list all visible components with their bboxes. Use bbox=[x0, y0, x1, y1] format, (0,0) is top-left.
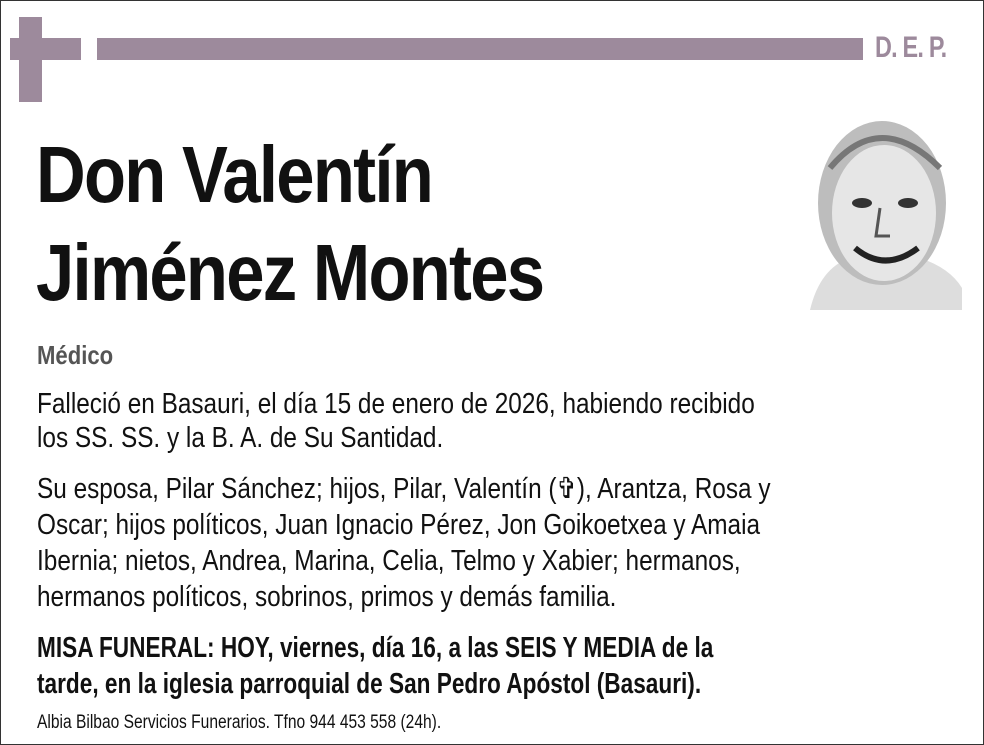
funeral-line: tarde, en la iglesia parroquial de San Pedro Apóstol (Basauri). bbox=[37, 668, 702, 700]
portrait-photo bbox=[800, 108, 962, 310]
cross-icon-arm bbox=[10, 38, 81, 60]
text-line: Oscar; hijos políticos, Juan Ignacio Pérez, Jon Goikoetxea y Amaia bbox=[37, 509, 761, 541]
profession: Médico bbox=[37, 340, 114, 370]
text-line: Falleció en Basauri, el día 15 de enero de 2026, habiendo recibido bbox=[37, 388, 755, 420]
header-bar bbox=[97, 38, 863, 60]
dep-label: D. E. P. bbox=[875, 31, 947, 64]
text-line: hermanos políticos, sobrinos, primos y demás familia. bbox=[37, 581, 617, 613]
text-line: Su esposa, Pilar Sánchez; hijos, Pilar, Valentín (✞), Arantza, Rosa y bbox=[37, 473, 771, 505]
funeral-home-footer: Albia Bilbao Servicios Funerarios. Tfno 944 453 558 (24h). bbox=[37, 712, 442, 733]
name-line-2: Jiménez Montes bbox=[36, 228, 544, 317]
funeral-line: MISA FUNERAL: HOY, viernes, día 16, a las SEIS Y MEDIA de la bbox=[37, 632, 714, 664]
name-line-1: Don Valentín bbox=[36, 130, 433, 219]
text-line: Ibernia; nietos, Andrea, Marina, Celia, Telmo y Xabier; hermanos, bbox=[37, 545, 741, 577]
text-line: los SS. SS. y la B. A. de Su Santidad. bbox=[37, 422, 444, 454]
